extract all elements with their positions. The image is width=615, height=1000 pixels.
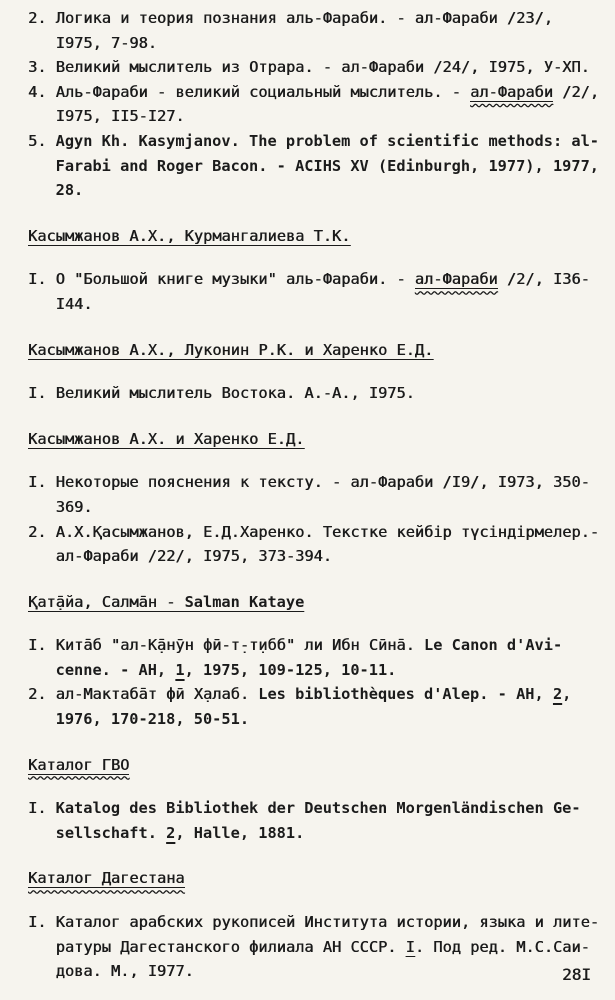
bibliography-entry	[28, 796, 604, 845]
heading-text: Каталог ГВО	[28, 755, 130, 774]
heading-text: Касымжанов А.Х. и Харенко Е.Д.	[28, 429, 305, 448]
entry-text: Аль-Фараби - великий социальный мыслитель. -	[55, 82, 471, 101]
bibliography-entry	[28, 381, 604, 406]
entry-text: , 1975, 109-125, 10-11.	[184, 660, 397, 679]
entry-number: I.	[28, 270, 47, 289]
bibliography-section	[28, 338, 604, 406]
author-heading	[28, 427, 604, 452]
entry-number: I.	[28, 799, 47, 818]
bibliography-entry	[28, 55, 604, 80]
entry-text: . Под ред. М.С.Саи-дова. М., I977.	[55, 937, 590, 981]
entry-text-marked: ал-Фараби	[470, 82, 553, 101]
entry-text: О "Большой книге музыки" аль-Фараби. -	[55, 270, 415, 289]
volume-number: I	[405, 937, 415, 956]
bibliography-section	[28, 224, 604, 317]
author-heading	[28, 590, 604, 615]
catalog-heading	[28, 866, 604, 891]
entry-text: Каталог арабских рукописей Института истории, языка и лите-ратуры Дагестанского филиала АН СССР.	[55, 913, 599, 956]
bibliography-entry	[28, 267, 604, 316]
heading-text: Қат̣а̄йа, Салма̄н -	[28, 592, 185, 611]
entry-number: I.	[28, 913, 47, 932]
volume-number: 1	[175, 660, 185, 679]
entry-text: ал-Мактаба̄т фӣ Х̣алаб.	[55, 685, 259, 704]
page-number: 28I	[562, 965, 591, 984]
heading-text: Касымжанов А.Х., Курмангалиева Т.К.	[28, 226, 351, 245]
bibliography-entry	[28, 633, 604, 682]
catalog-heading	[28, 753, 604, 778]
entry-number: 2.	[28, 685, 47, 704]
entry-number: 2.	[28, 9, 47, 27]
entry-text: , Halle, 1881.	[175, 823, 305, 842]
entry-text: Логика и теория познания аль-Фараби. - ал-Фараби /23/, I975, 7-98.	[55, 9, 553, 52]
entry-number: 3.	[28, 58, 47, 77]
entry-number: I.	[28, 636, 47, 655]
heading-text-latin: Salman Kataye	[184, 592, 305, 611]
bibliography-entry	[28, 80, 604, 129]
heading-text: Касымжанов А.Х., Луконин Р.К. и Харенко Е.Д.	[28, 340, 434, 359]
heading-text: Каталог Дагестана	[28, 869, 185, 888]
entry-text: Le Canon d'Avi-cenne. - АН,	[55, 636, 563, 679]
bibliography-entry	[28, 682, 604, 731]
bibliography-entry	[28, 520, 604, 569]
bibliography-section	[28, 427, 604, 569]
volume-number: 2	[166, 823, 176, 842]
entry-number: 2.	[28, 522, 47, 541]
bibliography-entry	[28, 6, 604, 55]
entry-number: 4.	[28, 82, 47, 101]
entry-number: 5.	[28, 131, 47, 150]
author-heading	[28, 338, 604, 363]
bibliography-section	[28, 866, 604, 983]
bibliography-entry	[28, 910, 604, 984]
bibliography-entry	[28, 470, 604, 519]
entry-text: Некоторые пояснения к тексту. - ал-Фараби /I9/, I973, 350-369.	[55, 473, 590, 516]
entry-text: /2/, I36-I44.	[55, 270, 590, 313]
entry-text-marked: ал-Фараби	[414, 270, 498, 289]
bibliography-section	[28, 753, 604, 846]
entry-text: Великий мыслитель Востока. А.-А., I975.	[55, 384, 415, 403]
entry-text: А.Х.Қасымжанов, Е.Д.Харенко. Текстке кейбір түсіндірмелер.- ал-Фараби /22/, I975, 373-394.	[55, 522, 599, 566]
entry-text: Кита̄б "ал-К̣а̄нӯн фӣ-т̣-т̣ибб" ли Ибн Сӣна̄.	[55, 636, 425, 655]
entry-text: , 1976, 170-218, 50-51.	[55, 685, 572, 729]
entry-number: I.	[28, 384, 47, 403]
entry-number: I.	[28, 473, 47, 492]
volume-number: 2	[552, 685, 563, 704]
bibliography-section	[28, 6, 604, 203]
author-heading	[28, 224, 604, 249]
entry-text: Agyn Kh. Kasymjanov. The problem of scientific methods: al-Farabi and Roger Bacon. - ACIHS XV (Edinburgh, 1977), 1977, 28.	[55, 131, 599, 200]
entry-text: Les bibliothèques d'Alep. - АН,	[258, 685, 553, 704]
entry-text: Katalog des Bibliothek der Deutschen Morgenländischen Ge-sellschaft.	[55, 799, 581, 842]
bibliography-section	[28, 590, 604, 732]
bibliography-entry	[28, 129, 604, 203]
entry-text: Великий мыслитель из Отрара. - ал-Фараби /24/, I975, У-ХП.	[55, 58, 590, 77]
entry-text: /2/, I975, II5-I27.	[55, 82, 600, 126]
